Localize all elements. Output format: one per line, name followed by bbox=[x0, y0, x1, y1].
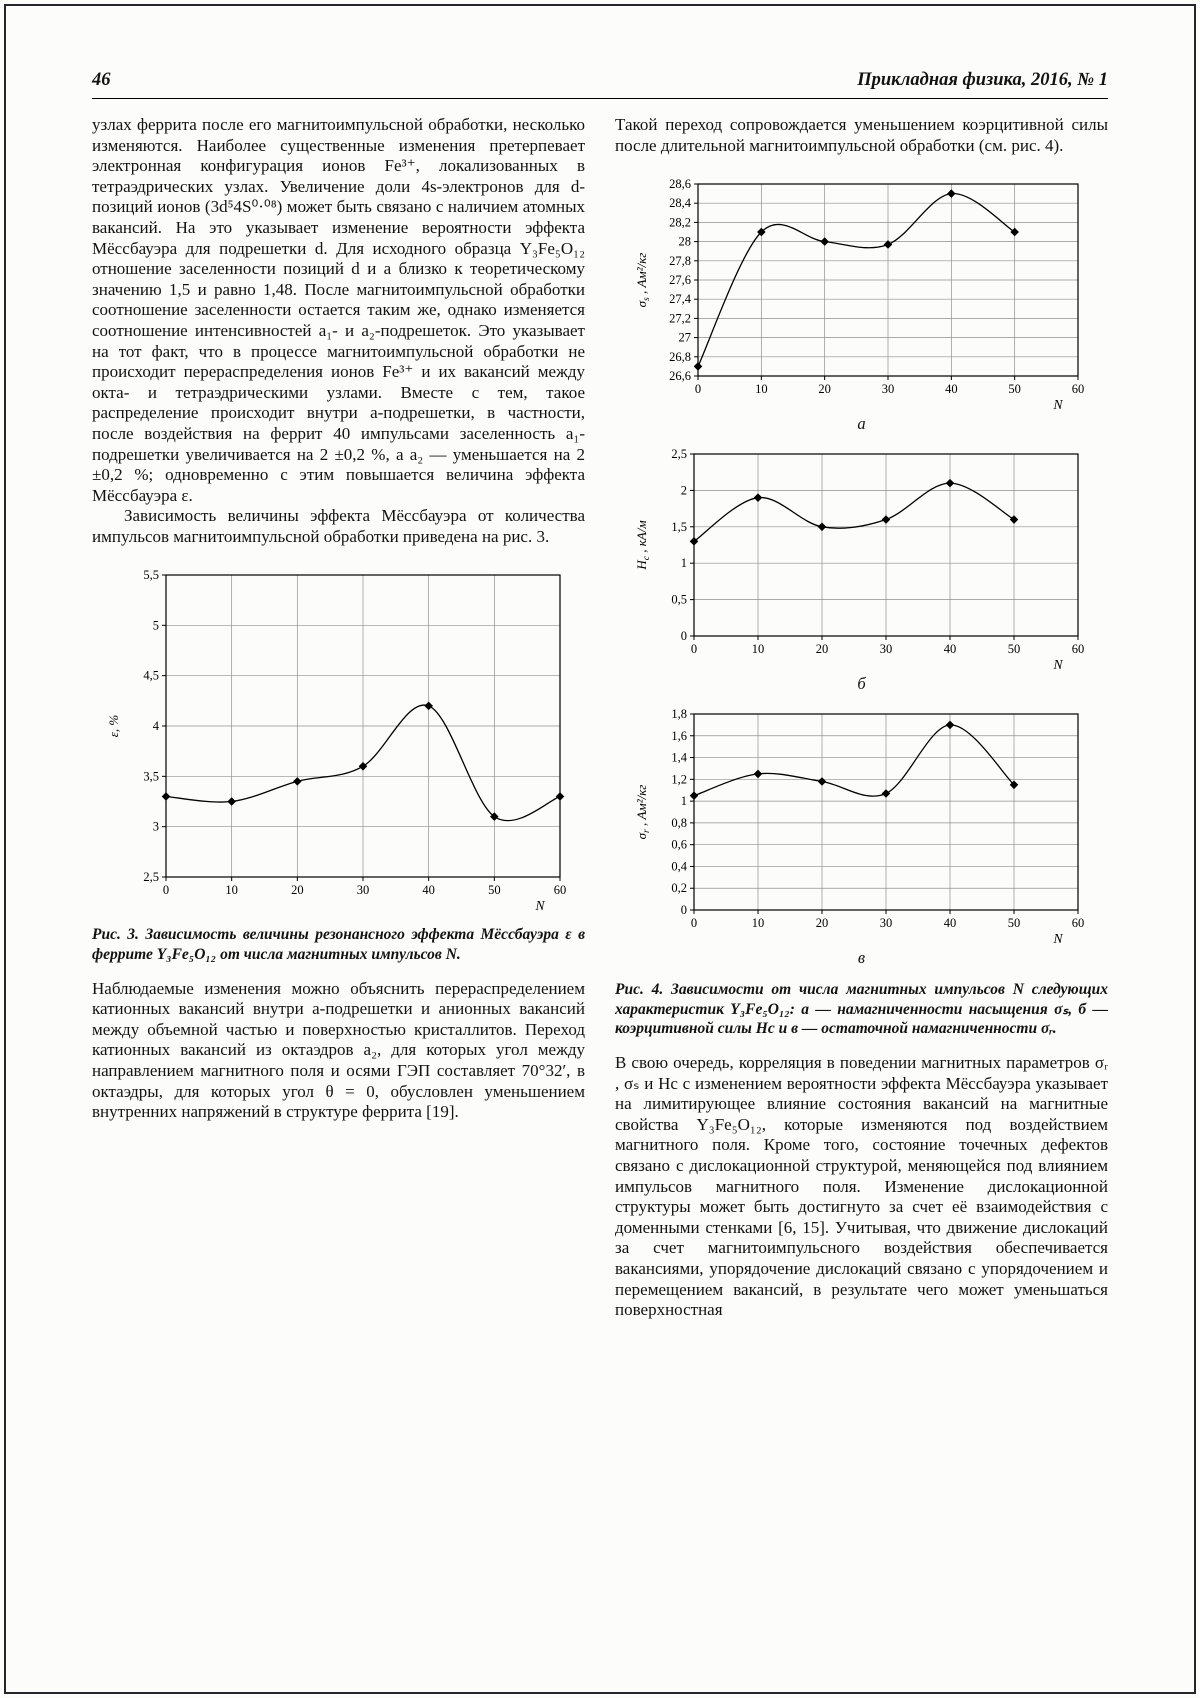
svg-text:28,2: 28,2 bbox=[668, 215, 691, 230]
svg-text:28,6: 28,6 bbox=[668, 177, 691, 192]
svg-text:0,4: 0,4 bbox=[670, 859, 687, 874]
svg-text:σs , Ам²/кг: $\sigma_s$ , Ам²/кг bbox=[633, 252, 652, 308]
svg-text:0: 0 bbox=[690, 916, 697, 931]
svg-text:1,2: 1,2 bbox=[670, 772, 687, 787]
svg-text:1,6: 1,6 bbox=[670, 728, 687, 743]
svg-text:27,8: 27,8 bbox=[668, 253, 691, 268]
paragraph: В свою очередь, корреляция в поведении магнитных параметров σᵣ , σₛ и Hc с изменением вероятности эффекта Мёссбауэра указывает на лимитирующее влияние состояния вакансий на магнитные свойства Y₃Fe₅O₁₂, которые изменяются под воздействием магнитного поля. Кроме того, состояние точечных дефектов связано с дислокационной структурой, меняющейся под влиянием импульсов магнитного поля. Изменение дислокационной структуры может быть достигнуто за счет её взаимодействия с доменными стенками [6, 15]. Учитывая, что движение дислокаций за счет магнитоимпульсного воздействия обеспечивается вакансиями, упорядочение дислокаций связано с упорядочением и перемещением вакансий, в результате чего может уменьшаться поверхностная bbox=[615, 1052, 1108, 1320]
svg-text:40: 40 bbox=[943, 642, 956, 657]
svg-text:60: 60 bbox=[1071, 916, 1084, 931]
svg-text:Hc , кА/м: $H_c$ , кА/м bbox=[633, 520, 652, 570]
paragraph: Такой переход сопровождается уменьшением коэрцитивной силы после длительной магнитоимпульсной обработки (см. рис. 4). bbox=[615, 115, 1108, 155]
svg-text:5: 5 bbox=[152, 618, 159, 633]
paragraph: узлах феррита после его магнитоимпульсной обработки, несколько изменяются. Наиболее существенные изменения претерпевает электронная конфигурация ионов Fe³⁺, локализованных в тетраэдрических узлах. Увеличение доли 4s-электронов для d-позиций ионов (3d⁵4S⁰·⁰⁸) может быть связано с наличием атомных вакансий. На это указывает изменение вероятности эффекта Мёссбауэра для подрешетки d. Для исходного образца Y₃Fe₅O₁₂ отношение заселенности позиций d и а близко к теоретическому значению 1,5 и равно 1,48. После магнитоимпульсной обработки соотношение заселенности остается таким же, однако изменяется соотношение интенсивностей а₁- и а₂-подрешеток. Это указывает на тот факт, что в процессе магнитоимпульсной обработки не происходит перераспределения ионов Fe³⁺ и их вакансий между окта- и тетраэдрическими узлами. Вместе с тем, такое распределение происходит внутри а-подрешетки, в частности, после воздействия на феррит 40 импульсами заселенность а₁-подрешетки увеличивается на 2 ±0,2 %, а а₂ — уменьшается на 2 ±0,2 %; одновременно с этим повышается величина эффекта Мёссбауэра ε. bbox=[92, 115, 585, 505]
svg-text:1: 1 bbox=[680, 794, 687, 809]
svg-text:N: N bbox=[1052, 931, 1063, 947]
fig4b-line-chart bbox=[615, 442, 1108, 672]
svg-text:20: 20 bbox=[815, 642, 828, 657]
svg-text:60: 60 bbox=[553, 883, 566, 898]
journal-title: Прикладная физика, 2016, № 1 bbox=[857, 70, 1108, 90]
svg-text:0,2: 0,2 bbox=[670, 881, 687, 896]
svg-text:27,4: 27,4 bbox=[668, 292, 691, 307]
svg-text:ε, %: ε, % bbox=[105, 715, 121, 738]
svg-text:0: 0 bbox=[680, 903, 687, 918]
svg-text:50: 50 bbox=[1007, 382, 1021, 397]
svg-text:10: 10 bbox=[754, 382, 768, 397]
svg-text:40: 40 bbox=[944, 382, 958, 397]
svg-text:σr , Ам²/кг: $\sigma_r$ , Ам²/кг bbox=[633, 784, 652, 840]
svg-text:0,5: 0,5 bbox=[670, 592, 687, 607]
svg-text:1,4: 1,4 bbox=[670, 750, 687, 765]
svg-text:10: 10 bbox=[751, 916, 764, 931]
svg-text:27: 27 bbox=[678, 330, 691, 345]
svg-text:0: 0 bbox=[694, 382, 701, 397]
svg-text:2: 2 bbox=[680, 483, 687, 498]
svg-text:26,6: 26,6 bbox=[668, 369, 691, 384]
svg-text:4: 4 bbox=[152, 719, 159, 734]
svg-text:10: 10 bbox=[224, 883, 238, 898]
svg-text:N: N bbox=[1052, 657, 1063, 673]
svg-text:0,8: 0,8 bbox=[670, 816, 687, 831]
svg-text:20: 20 bbox=[290, 883, 304, 898]
svg-text:20: 20 bbox=[815, 916, 828, 931]
svg-text:5,5: 5,5 bbox=[142, 568, 159, 583]
svg-text:30: 30 bbox=[879, 916, 892, 931]
svg-text:50: 50 bbox=[1007, 642, 1020, 657]
svg-text:2,5: 2,5 bbox=[142, 870, 159, 885]
svg-text:30: 30 bbox=[879, 642, 892, 657]
page-number: 46 bbox=[92, 70, 111, 90]
svg-text:27,2: 27,2 bbox=[668, 311, 691, 326]
fig4b-label: б bbox=[857, 674, 866, 694]
header-rule bbox=[92, 98, 1108, 99]
fig4-caption: Рис. 4. Зависимости от числа магнитных импульсов N следующих характеристик Y₃Fe₅O₁₂: а — намагниченности насыщения σₛ, б — коэрцитивной силы Hc и в — остаточной намагниченности σᵣ. bbox=[615, 981, 1108, 1038]
svg-text:1,5: 1,5 bbox=[670, 519, 687, 534]
fig3-caption: Рис. 3. Зависимость величины резонансного эффекта Мёссбауэра ε в феррите Y₃Fe₅O₁₂ от числа магнитных импульсов N. bbox=[92, 926, 585, 964]
fig4a-label: а bbox=[857, 414, 866, 434]
figure-4 bbox=[615, 172, 1108, 1039]
svg-text:2,5: 2,5 bbox=[670, 447, 687, 462]
fig4c-line-chart bbox=[615, 702, 1108, 946]
figure-3 bbox=[92, 563, 585, 964]
svg-text:30: 30 bbox=[881, 382, 894, 397]
svg-text:N: N bbox=[1052, 397, 1063, 413]
svg-text:20: 20 bbox=[817, 382, 831, 397]
svg-text:28: 28 bbox=[678, 234, 691, 249]
svg-text:50: 50 bbox=[487, 883, 501, 898]
paragraph: Наблюдаемые изменения можно объяснить перераспределением катионных вакансий внутри а-подрешетки и анионных вакансий между объемной частью и поверхностью кристаллитов. Переход катионных вакансий из октаэдров а₂, для которых угол между направлением магнитного поля и осями ГЭП составляет 70°32′, в октаэдры, для которых угол θ = 0, обусловлен уменьшением внутренних напряжений в структуре феррита [19]. bbox=[92, 978, 585, 1122]
svg-text:40: 40 bbox=[943, 916, 956, 931]
svg-text:0: 0 bbox=[690, 642, 697, 657]
svg-text:50: 50 bbox=[1007, 916, 1020, 931]
svg-text:4,5: 4,5 bbox=[142, 669, 159, 684]
svg-text:40: 40 bbox=[421, 883, 435, 898]
svg-text:0,6: 0,6 bbox=[670, 837, 687, 852]
svg-text:3,5: 3,5 bbox=[142, 769, 159, 784]
svg-text:1: 1 bbox=[680, 556, 687, 571]
svg-text:1,8: 1,8 bbox=[670, 707, 687, 722]
svg-text:10: 10 bbox=[751, 642, 764, 657]
svg-text:60: 60 bbox=[1071, 642, 1084, 657]
svg-text:28,4: 28,4 bbox=[668, 196, 691, 211]
svg-text:N: N bbox=[534, 898, 545, 914]
svg-text:27,6: 27,6 bbox=[668, 273, 691, 288]
page-header bbox=[92, 70, 1108, 91]
svg-text:3: 3 bbox=[152, 820, 159, 835]
right-column bbox=[615, 115, 1108, 1321]
svg-text:60: 60 bbox=[1071, 382, 1084, 397]
fig4a-line-chart bbox=[615, 172, 1108, 412]
svg-text:0: 0 bbox=[162, 883, 169, 898]
fig4c-label: в bbox=[857, 948, 866, 968]
left-column bbox=[92, 115, 585, 1321]
paragraph: Зависимость величины эффекта Мёссбауэра от количества импульсов магнитоимпульсной обработки приведена на рис. 3. bbox=[92, 506, 585, 546]
two-column-layout bbox=[92, 115, 1108, 1321]
svg-text:0: 0 bbox=[680, 629, 687, 644]
fig3-line-chart bbox=[92, 563, 585, 913]
svg-text:26,8: 26,8 bbox=[668, 349, 691, 364]
svg-text:30: 30 bbox=[356, 883, 369, 898]
